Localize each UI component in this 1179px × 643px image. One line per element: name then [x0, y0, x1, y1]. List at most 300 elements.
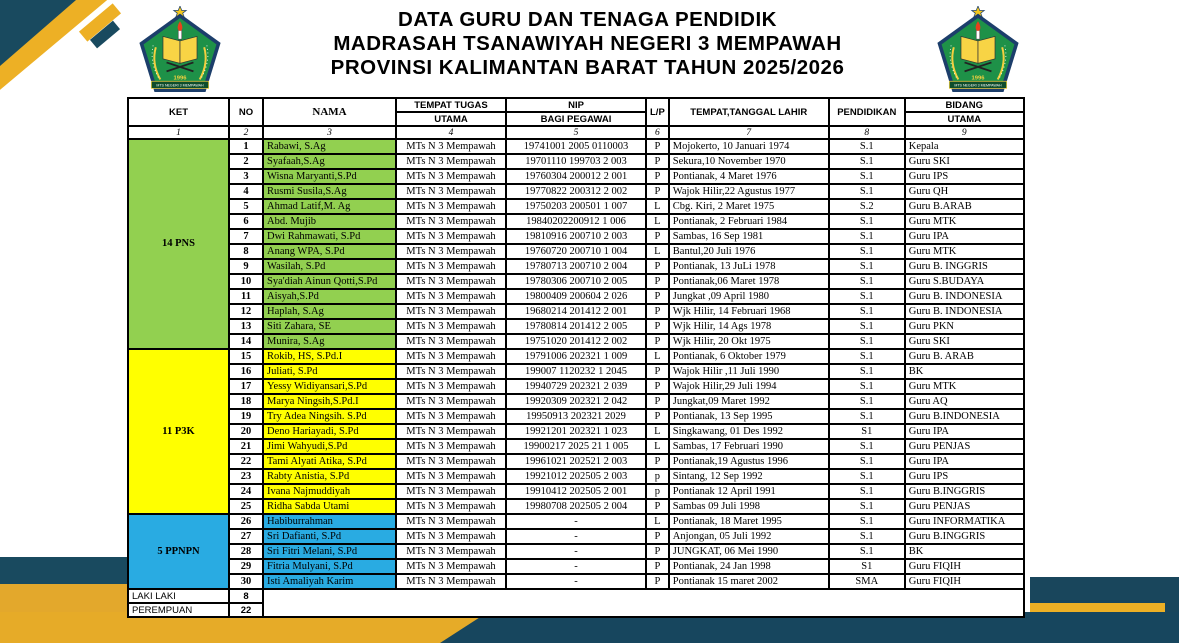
table-row: [128, 139, 1024, 154]
summary-empty-cell: [263, 589, 1024, 617]
cell-bidang: Guru IPA: [905, 424, 1024, 439]
cell-lp: P: [646, 409, 669, 424]
cell-nip: 19810916 200710 2 003: [506, 229, 646, 244]
cell-no: 21: [229, 439, 263, 454]
cell-no: 28: [229, 544, 263, 559]
cell-no: 2: [229, 154, 263, 169]
cell-ttl: Jungkat,09 Maret 1992: [669, 394, 829, 409]
table-row: [128, 319, 1024, 334]
cell-pendidikan: S.1: [829, 304, 905, 319]
cell-nama: Ridha Sabda Utami: [263, 499, 396, 514]
cell-ttl: Pontianak, 13 Sep 1995: [669, 409, 829, 424]
cell-no: 17: [229, 379, 263, 394]
cell-nama: Marya Ningsih,S.Pd.I: [263, 394, 396, 409]
column-number-9: 9: [905, 126, 1024, 139]
cell-bidang: Guru IPA: [905, 229, 1024, 244]
cell-ttl: Wjk Hilir, 14 Ags 1978: [669, 319, 829, 334]
cell-tempat-tugas: MTs N 3 Mempawah: [396, 364, 506, 379]
cell-nip: 19780814 201412 2 005: [506, 319, 646, 334]
cell-bidang: Guru FIQIH: [905, 559, 1024, 574]
cell-lp: p: [646, 469, 669, 484]
cell-ttl: Pontianak,06 Maret 1978: [669, 274, 829, 289]
cell-ttl: Mojokerto, 10 Januari 1974: [669, 139, 829, 154]
cell-tempat-tugas: MTs N 3 Mempawah: [396, 319, 506, 334]
cell-nama: Rabawi, S.Ag: [263, 139, 396, 154]
cell-nama: Fitria Mulyani, S.Pd: [263, 559, 396, 574]
cell-pendidikan: SMA: [829, 574, 905, 589]
cell-ttl: Jungkat ,09 April 1980: [669, 289, 829, 304]
cell-nip: 19950913 202321 2029: [506, 409, 646, 424]
school-logo-left: [134, 6, 226, 92]
cell-lp: L: [646, 424, 669, 439]
cell-pendidikan: S.1: [829, 169, 905, 184]
cell-pendidikan: S.1: [829, 469, 905, 484]
cell-bidang: Guru FIQIH: [905, 574, 1024, 589]
table-row: [128, 259, 1024, 274]
cell-tempat-tugas: MTs N 3 Mempawah: [396, 169, 506, 184]
cell-lp: P: [646, 529, 669, 544]
cell-tempat-tugas: MTs N 3 Mempawah: [396, 304, 506, 319]
cell-pendidikan: S.1: [829, 364, 905, 379]
cell-no: 24: [229, 484, 263, 499]
table-row: [128, 184, 1024, 199]
cell-tempat-tugas: MTs N 3 Mempawah: [396, 499, 506, 514]
logo-banner-text: MTS NEGERI 3 MEMPAWAH: [156, 83, 204, 88]
summary-value: 8: [229, 589, 263, 603]
cell-lp: L: [646, 199, 669, 214]
header-pendidikan: PENDIDIKAN: [829, 98, 905, 126]
table-row: [128, 484, 1024, 499]
cell-nip: 19940729 202321 2 039: [506, 379, 646, 394]
cell-lp: P: [646, 289, 669, 304]
cell-nama: Munira, S.Ag: [263, 334, 396, 349]
table-row: [128, 529, 1024, 544]
cell-pendidikan: S.1: [829, 184, 905, 199]
cell-ttl: Sambas 09 Juli 1998: [669, 499, 829, 514]
cell-nama: Syafaah,S.Ag: [263, 154, 396, 169]
cell-nama: Rabty Anistia, S.Pd: [263, 469, 396, 484]
cell-no: 14: [229, 334, 263, 349]
cell-ttl: Pontianak 12 April 1991: [669, 484, 829, 499]
table-row: [128, 289, 1024, 304]
cell-bidang: Guru B.INGGRIS: [905, 484, 1024, 499]
table-row: [128, 424, 1024, 439]
table-row: [128, 169, 1024, 184]
summary-row: [128, 589, 1024, 603]
table-row: [128, 364, 1024, 379]
cell-no: 29: [229, 559, 263, 574]
cell-bidang: Guru IPA: [905, 454, 1024, 469]
cell-ttl: Cbg. Kiri, 2 Maret 1975: [669, 199, 829, 214]
table-row: [128, 244, 1024, 259]
cell-nama: Try Adea Ningsih. S.Pd: [263, 409, 396, 424]
cell-no: 5: [229, 199, 263, 214]
group-label: 11 P3K: [128, 349, 229, 514]
cell-pendidikan: S.1: [829, 289, 905, 304]
table-body: [128, 126, 1024, 617]
column-number-4: 4: [396, 126, 506, 139]
cell-ttl: Pontianak, 2 Februari 1984: [669, 214, 829, 229]
cell-no: 23: [229, 469, 263, 484]
cell-lp: p: [646, 484, 669, 499]
column-number-8: 8: [829, 126, 905, 139]
cell-nip: 19780713 200710 2 004: [506, 259, 646, 274]
cell-ttl: Pontianak, 13 JuLi 1978: [669, 259, 829, 274]
cell-nama: Habiburrahman: [263, 514, 396, 529]
header-row-1: [128, 98, 1024, 112]
cell-pendidikan: S.1: [829, 379, 905, 394]
cell-no: 16: [229, 364, 263, 379]
cell-nip: 19750203 200501 1 007: [506, 199, 646, 214]
cell-nip: -: [506, 574, 646, 589]
cell-pendidikan: S.2: [829, 199, 905, 214]
cell-ttl: Wajok Hilir,22 Agustus 1977: [669, 184, 829, 199]
cell-ttl: Pontianak,19 Agustus 1996: [669, 454, 829, 469]
page-title: [235, 8, 940, 80]
cell-nip: 19910412 202505 2 001: [506, 484, 646, 499]
cell-pendidikan: S1: [829, 424, 905, 439]
cell-no: 10: [229, 274, 263, 289]
candle: [976, 30, 980, 39]
cell-nama: Sya'diah Ainun Qotti,S.Pd: [263, 274, 396, 289]
cell-pendidikan: S.1: [829, 334, 905, 349]
cell-no: 22: [229, 454, 263, 469]
cell-nama: Jimi Wahyudi,S.Pd: [263, 439, 396, 454]
cell-nip: -: [506, 514, 646, 529]
cell-bidang: Guru B.INGGRIS: [905, 529, 1024, 544]
cell-no: 15: [229, 349, 263, 364]
cell-bidang: BK: [905, 364, 1024, 379]
cell-ttl: Sintang, 12 Sep 1992: [669, 469, 829, 484]
cell-lp: P: [646, 229, 669, 244]
cell-pendidikan: S.1: [829, 349, 905, 364]
cell-no: 18: [229, 394, 263, 409]
book-left-page: [163, 36, 180, 63]
table-row: [128, 214, 1024, 229]
cell-no: 6: [229, 214, 263, 229]
cell-pendidikan: S.1: [829, 514, 905, 529]
cell-no: 4: [229, 184, 263, 199]
summary-label: LAKI LAKI: [128, 589, 229, 603]
cell-tempat-tugas: MTs N 3 Mempawah: [396, 214, 506, 229]
cell-lp: P: [646, 334, 669, 349]
cell-no: 19: [229, 409, 263, 424]
cell-lp: L: [646, 439, 669, 454]
cell-tempat-tugas: MTs N 3 Mempawah: [396, 379, 506, 394]
table-row: [128, 499, 1024, 514]
cell-tempat-tugas: MTs N 3 Mempawah: [396, 139, 506, 154]
cell-lp: P: [646, 379, 669, 394]
cell-tempat-tugas: MTs N 3 Mempawah: [396, 454, 506, 469]
cell-tempat-tugas: MTs N 3 Mempawah: [396, 289, 506, 304]
table-row: [128, 274, 1024, 289]
cell-pendidikan: S.1: [829, 499, 905, 514]
cell-nip: 199007 1120232 1 2045: [506, 364, 646, 379]
header-nama: NAMA: [263, 98, 396, 126]
cell-tempat-tugas: MTs N 3 Mempawah: [396, 439, 506, 454]
bottom-right-gold-stripe: [1030, 603, 1165, 612]
cell-nama: Ivana Najmuddiyah: [263, 484, 396, 499]
cell-pendidikan: S.1: [829, 529, 905, 544]
cell-nip: 19800409 200604 2 026: [506, 289, 646, 304]
cell-pendidikan: S.1: [829, 454, 905, 469]
cell-tempat-tugas: MTs N 3 Mempawah: [396, 259, 506, 274]
cell-tempat-tugas: MTs N 3 Mempawah: [396, 484, 506, 499]
logo-year: 1996: [971, 75, 985, 82]
header-bidang: BIDANG: [905, 98, 1024, 112]
cell-pendidikan: S.1: [829, 229, 905, 244]
cell-ttl: JUNGKAT, 06 Mei 1990: [669, 544, 829, 559]
cell-bidang: Guru B.ARAB: [905, 199, 1024, 214]
column-number-6: 6: [646, 126, 669, 139]
cell-pendidikan: S.1: [829, 214, 905, 229]
cell-lp: P: [646, 184, 669, 199]
header-bidang-sub: UTAMA: [905, 112, 1024, 126]
cell-bidang: Guru B.INDONESIA: [905, 409, 1024, 424]
cell-nip: 19980708 202505 2 004: [506, 499, 646, 514]
cell-tempat-tugas: MTs N 3 Mempawah: [396, 529, 506, 544]
cell-bidang: Guru PENJAS: [905, 439, 1024, 454]
table-row: [128, 199, 1024, 214]
column-number-5: 5: [506, 126, 646, 139]
table-row: [128, 574, 1024, 589]
cell-pendidikan: S.1: [829, 439, 905, 454]
cell-bidang: Guru INFORMATIKA: [905, 514, 1024, 529]
logo-year: 1996: [173, 75, 187, 82]
cell-pendidikan: S.1: [829, 394, 905, 409]
cell-no: 9: [229, 259, 263, 274]
cell-nama: Ahmad Latif,M. Ag: [263, 199, 396, 214]
cell-lp: L: [646, 244, 669, 259]
cell-nama: Deno Hariayadi, S.Pd: [263, 424, 396, 439]
table-row: [128, 409, 1024, 424]
header-ttl: TEMPAT,TANGGAL LAHIR: [669, 98, 829, 126]
cell-tempat-tugas: MTs N 3 Mempawah: [396, 334, 506, 349]
table-row: [128, 544, 1024, 559]
table-row: [128, 514, 1024, 529]
cell-tempat-tugas: MTs N 3 Mempawah: [396, 274, 506, 289]
cell-ttl: Sekura,10 November 1970: [669, 154, 829, 169]
group-label: 14 PNS: [128, 139, 229, 349]
bottom-left-gold-block: [0, 584, 132, 614]
logo-banner-text: MTS NEGERI 3 MEMPAWAH: [954, 83, 1002, 88]
cell-ttl: Wjk Hilir, 14 Februari 1968: [669, 304, 829, 319]
column-number-3: 3: [263, 126, 396, 139]
cell-ttl: Pontianak, 24 Jan 1998: [669, 559, 829, 574]
cell-nama: Haplah, S.Ag: [263, 304, 396, 319]
cell-bidang: Guru QH: [905, 184, 1024, 199]
cell-pendidikan: S.1: [829, 154, 905, 169]
cell-tempat-tugas: MTs N 3 Mempawah: [396, 574, 506, 589]
header-no: NO: [229, 98, 263, 126]
cell-no: 8: [229, 244, 263, 259]
title-line-2: MADRASAH TSANAWIYAH NEGERI 3 MEMPAWAH: [333, 32, 842, 55]
cell-pendidikan: S.1: [829, 139, 905, 154]
cell-pendidikan: S.1: [829, 259, 905, 274]
header-nip-sub: BAGI PEGAWAI: [506, 112, 646, 126]
book-left-page: [961, 36, 978, 63]
cell-nip: -: [506, 529, 646, 544]
cell-nip: 19900217 2025 21 1 005: [506, 439, 646, 454]
cell-tempat-tugas: MTs N 3 Mempawah: [396, 544, 506, 559]
cell-nama: Siti Zahara, SE: [263, 319, 396, 334]
cell-nama: Wisna Maryanti,S.Pd: [263, 169, 396, 184]
cell-nip: 19741001 2005 0110003: [506, 139, 646, 154]
cell-ttl: Sambas, 17 Februari 1990: [669, 439, 829, 454]
cell-nip: 19760304 200012 2 001: [506, 169, 646, 184]
cell-nama: Rusmi Susila,S.Ag: [263, 184, 396, 199]
teacher-table: [127, 97, 1025, 618]
header-tempat-tugas: TEMPAT TUGAS: [396, 98, 506, 112]
cell-tempat-tugas: MTs N 3 Mempawah: [396, 154, 506, 169]
cell-bidang: Guru S.BUDAYA: [905, 274, 1024, 289]
cell-no: 20: [229, 424, 263, 439]
cell-nama: Aisyah,S.Pd: [263, 289, 396, 304]
table-row: [128, 334, 1024, 349]
table-row: [128, 154, 1024, 169]
cell-nip: 19770822 200312 2 002: [506, 184, 646, 199]
cell-lp: P: [646, 574, 669, 589]
cell-tempat-tugas: MTs N 3 Mempawah: [396, 514, 506, 529]
cell-ttl: Pontianak, 18 Maret 1995: [669, 514, 829, 529]
cell-bidang: Guru SKI: [905, 334, 1024, 349]
cell-bidang: Guru B. ARAB: [905, 349, 1024, 364]
table-row: [128, 469, 1024, 484]
cell-tempat-tugas: MTs N 3 Mempawah: [396, 394, 506, 409]
column-number-1: 1: [128, 126, 229, 139]
cell-nip: 19751020 201412 2 002: [506, 334, 646, 349]
cell-lp: P: [646, 274, 669, 289]
table-row: [128, 394, 1024, 409]
cell-bidang: Guru B. INDONESIA: [905, 289, 1024, 304]
cell-nama: Yessy Widiyansari,S.Pd: [263, 379, 396, 394]
cell-nama: Juliati, S.Pd: [263, 364, 396, 379]
cell-lp: L: [646, 214, 669, 229]
title-line-1: DATA GURU DAN TENAGA PENDIDIK: [398, 8, 777, 31]
cell-tempat-tugas: MTs N 3 Mempawah: [396, 349, 506, 364]
cell-pendidikan: S.1: [829, 409, 905, 424]
book-right-page: [180, 36, 197, 63]
cell-nama: Abd. Mujib: [263, 214, 396, 229]
cell-ttl: Sambas, 16 Sep 1981: [669, 229, 829, 244]
cell-nip: 19921012 202505 2 003: [506, 469, 646, 484]
cell-no: 12: [229, 304, 263, 319]
cell-bidang: Guru MTK: [905, 214, 1024, 229]
header-lp: L/P: [646, 98, 669, 126]
cell-no: 11: [229, 289, 263, 304]
bottom-left-navy-band: [0, 557, 132, 584]
cell-ttl: Pontianak 15 maret 2002: [669, 574, 829, 589]
cell-nama: Wasilah, S.Pd: [263, 259, 396, 274]
summary-label: PEREMPUAN: [128, 603, 229, 617]
cell-no: 1: [229, 139, 263, 154]
table-row: [128, 349, 1024, 364]
cell-nama: Tami Alyati Atika, S.Pd: [263, 454, 396, 469]
cell-nip: 19840202200912 1 006: [506, 214, 646, 229]
cell-pendidikan: S.1: [829, 244, 905, 259]
cell-ttl: Bantul,20 Juli 1976: [669, 244, 829, 259]
table-row: [128, 229, 1024, 244]
table-row: [128, 454, 1024, 469]
cell-nama: Sri Dafianti, S.Pd: [263, 529, 396, 544]
cell-nip: 19760720 200710 1 004: [506, 244, 646, 259]
cell-lp: P: [646, 169, 669, 184]
cell-no: 30: [229, 574, 263, 589]
cell-ttl: Singkawang, 01 Des 1992: [669, 424, 829, 439]
header-nip: NIP: [506, 98, 646, 112]
cell-nama: Dwi Rahmawati, S.Pd: [263, 229, 396, 244]
cell-bidang: Guru B. INDONESIA: [905, 304, 1024, 319]
cell-lp: L: [646, 349, 669, 364]
cell-bidang: Guru SKI: [905, 154, 1024, 169]
table-row: [128, 379, 1024, 394]
cell-nip: -: [506, 544, 646, 559]
cell-pendidikan: S.1: [829, 274, 905, 289]
cell-nip: 19920309 202321 2 042: [506, 394, 646, 409]
cell-no: 25: [229, 499, 263, 514]
cell-nip: 19961021 202521 2 003: [506, 454, 646, 469]
column-number-7: 7: [669, 126, 829, 139]
cell-nip: 19680214 201412 2 001: [506, 304, 646, 319]
cell-nip: 19701110 199703 2 003: [506, 154, 646, 169]
summary-value: 22: [229, 603, 263, 617]
cell-tempat-tugas: MTs N 3 Mempawah: [396, 229, 506, 244]
cell-tempat-tugas: MTs N 3 Mempawah: [396, 199, 506, 214]
group-label: 5 PPNPN: [128, 514, 229, 589]
cell-ttl: Anjongan, 05 Juli 1992: [669, 529, 829, 544]
cell-bidang: Guru MTK: [905, 379, 1024, 394]
cell-nama: Isti Amaliyah Karim: [263, 574, 396, 589]
school-logo-right: [932, 6, 1024, 92]
cell-no: 27: [229, 529, 263, 544]
cell-tempat-tugas: MTs N 3 Mempawah: [396, 184, 506, 199]
cell-tempat-tugas: MTs N 3 Mempawah: [396, 424, 506, 439]
cell-ttl: Wjk Hilir, 20 Okt 1975: [669, 334, 829, 349]
cell-no: 3: [229, 169, 263, 184]
table-row: [128, 439, 1024, 454]
cell-tempat-tugas: MTs N 3 Mempawah: [396, 244, 506, 259]
cell-lp: L: [646, 514, 669, 529]
cell-bidang: Guru IPS: [905, 169, 1024, 184]
cell-lp: P: [646, 394, 669, 409]
cell-lp: P: [646, 499, 669, 514]
title-line-3: PROVINSI KALIMANTAN BARAT TAHUN 2025/2026: [330, 56, 845, 79]
cell-nip: -: [506, 559, 646, 574]
header-ket: KET: [128, 98, 229, 126]
cell-bidang: Guru PKN: [905, 319, 1024, 334]
cell-nip: 19780306 200710 2 005: [506, 274, 646, 289]
cell-tempat-tugas: MTs N 3 Mempawah: [396, 559, 506, 574]
cell-ttl: Wajok Hilir,29 Juli 1994: [669, 379, 829, 394]
cell-pendidikan: S.1: [829, 544, 905, 559]
cell-lp: P: [646, 559, 669, 574]
cell-lp: P: [646, 154, 669, 169]
cell-bidang: Guru AQ: [905, 394, 1024, 409]
cell-lp: P: [646, 454, 669, 469]
cell-tempat-tugas: MTs N 3 Mempawah: [396, 469, 506, 484]
cell-pendidikan: S.1: [829, 319, 905, 334]
cell-lp: P: [646, 544, 669, 559]
cell-ttl: Pontianak, 6 Oktober 1979: [669, 349, 829, 364]
cell-nama: Sri Fitri Melani, S.Pd: [263, 544, 396, 559]
cell-bidang: BK: [905, 544, 1024, 559]
cell-tempat-tugas: MTs N 3 Mempawah: [396, 409, 506, 424]
cell-pendidikan: S.1: [829, 484, 905, 499]
cell-nama: Rokib, HS, S.Pd.I: [263, 349, 396, 364]
column-number-row: [128, 126, 1024, 139]
cell-lp: P: [646, 259, 669, 274]
cell-bidang: Guru MTK: [905, 244, 1024, 259]
